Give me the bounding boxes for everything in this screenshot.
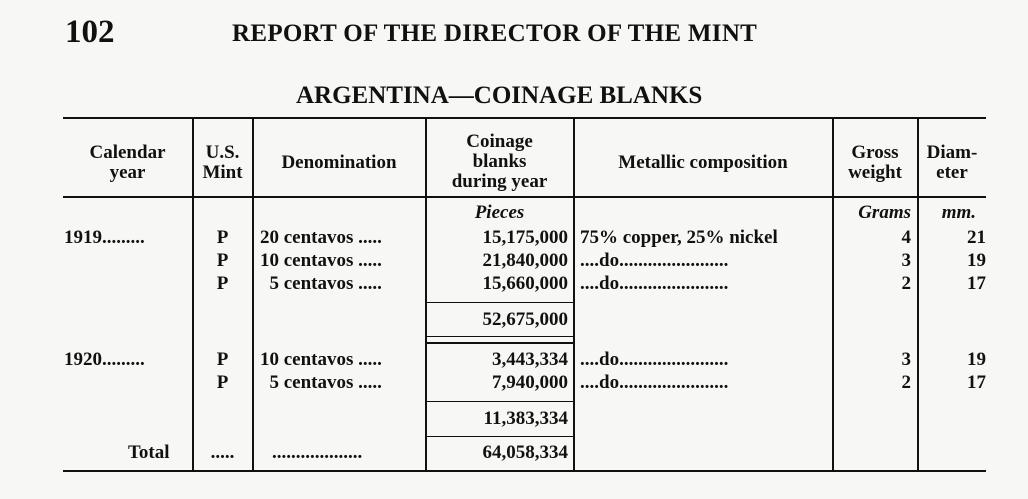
cell-blanks: 21,840,000 — [482, 250, 568, 271]
cell-denomination: 5 centavos ..... — [260, 273, 382, 294]
cell-blanks: 3,443,334 — [492, 349, 568, 370]
cell-mint: P — [216, 273, 229, 294]
total-mint-leader: ..... — [210, 442, 235, 463]
cell-diameter: 21 — [967, 227, 986, 248]
cell-denomination: 10 centavos ..... — [260, 250, 382, 271]
cell-composition: ....do....................... — [580, 273, 729, 294]
table-top-rule — [63, 117, 986, 119]
cell-diameter: 19 — [967, 250, 986, 271]
cell-mint: P — [216, 250, 229, 271]
cell-denomination: 20 centavos ..... — [260, 227, 382, 248]
header-denomination: Denomination — [281, 152, 397, 173]
cell-composition: ....do....................... — [580, 372, 729, 393]
header-metallic-composition: Metallic composition — [618, 152, 788, 173]
unit-grams: Grams — [858, 202, 911, 223]
cell-composition: ....do....................... — [580, 349, 729, 370]
cell-denomination: 10 centavos ..... — [260, 349, 382, 370]
cell-diameter: 17 — [967, 273, 986, 294]
running-head: REPORT OF THE DIRECTOR OF THE MINT — [232, 20, 758, 47]
cell-year: 1919......... — [64, 227, 145, 248]
cell-weight: 3 — [901, 349, 911, 370]
cell-weight: 2 — [901, 372, 911, 393]
subtotal-1920: 11,383,334 — [483, 408, 568, 429]
cell-blanks: 15,175,000 — [482, 227, 568, 248]
cell-diameter: 19 — [967, 349, 986, 370]
header-calendar-year: Calendar year — [89, 142, 166, 183]
cell-composition: ....do....................... — [580, 250, 729, 271]
unit-mm: mm. — [941, 202, 976, 223]
page-number: 102 — [65, 14, 115, 50]
table-title: ARGENTINA—COINAGE BLANKS — [296, 82, 703, 109]
unit-pieces: Pieces — [474, 202, 525, 223]
cell-mint: P — [216, 349, 229, 370]
cell-diameter: 17 — [967, 372, 986, 393]
table-bottom-rule — [63, 470, 986, 472]
cell-year: 1920......... — [64, 349, 145, 370]
grand-total: 64,058,334 — [482, 442, 568, 463]
cell-composition: 75% copper, 25% nickel — [580, 227, 778, 248]
header-bottom-rule — [63, 196, 986, 198]
cell-weight: 2 — [901, 273, 911, 294]
total-denomination-leader: ................... — [272, 442, 363, 463]
total-label: Total — [128, 442, 170, 463]
header-gross-weight: Gross weight — [848, 142, 902, 183]
cell-mint: P — [216, 372, 229, 393]
cell-denomination: 5 centavos ..... — [260, 372, 382, 393]
subtotal-double-rule — [425, 342, 575, 344]
cell-blanks: 15,660,000 — [482, 273, 568, 294]
header-us-mint: U.S. Mint — [202, 142, 243, 183]
cell-weight: 4 — [901, 227, 911, 248]
header-diameter: Diam- eter — [926, 142, 978, 183]
cell-weight: 3 — [901, 250, 911, 271]
cell-blanks: 7,940,000 — [492, 372, 568, 393]
cell-mint: P — [216, 227, 229, 248]
subtotal-1919: 52,675,000 — [482, 309, 568, 330]
header-coinage-blanks: Coinage blanks during year — [451, 131, 548, 192]
